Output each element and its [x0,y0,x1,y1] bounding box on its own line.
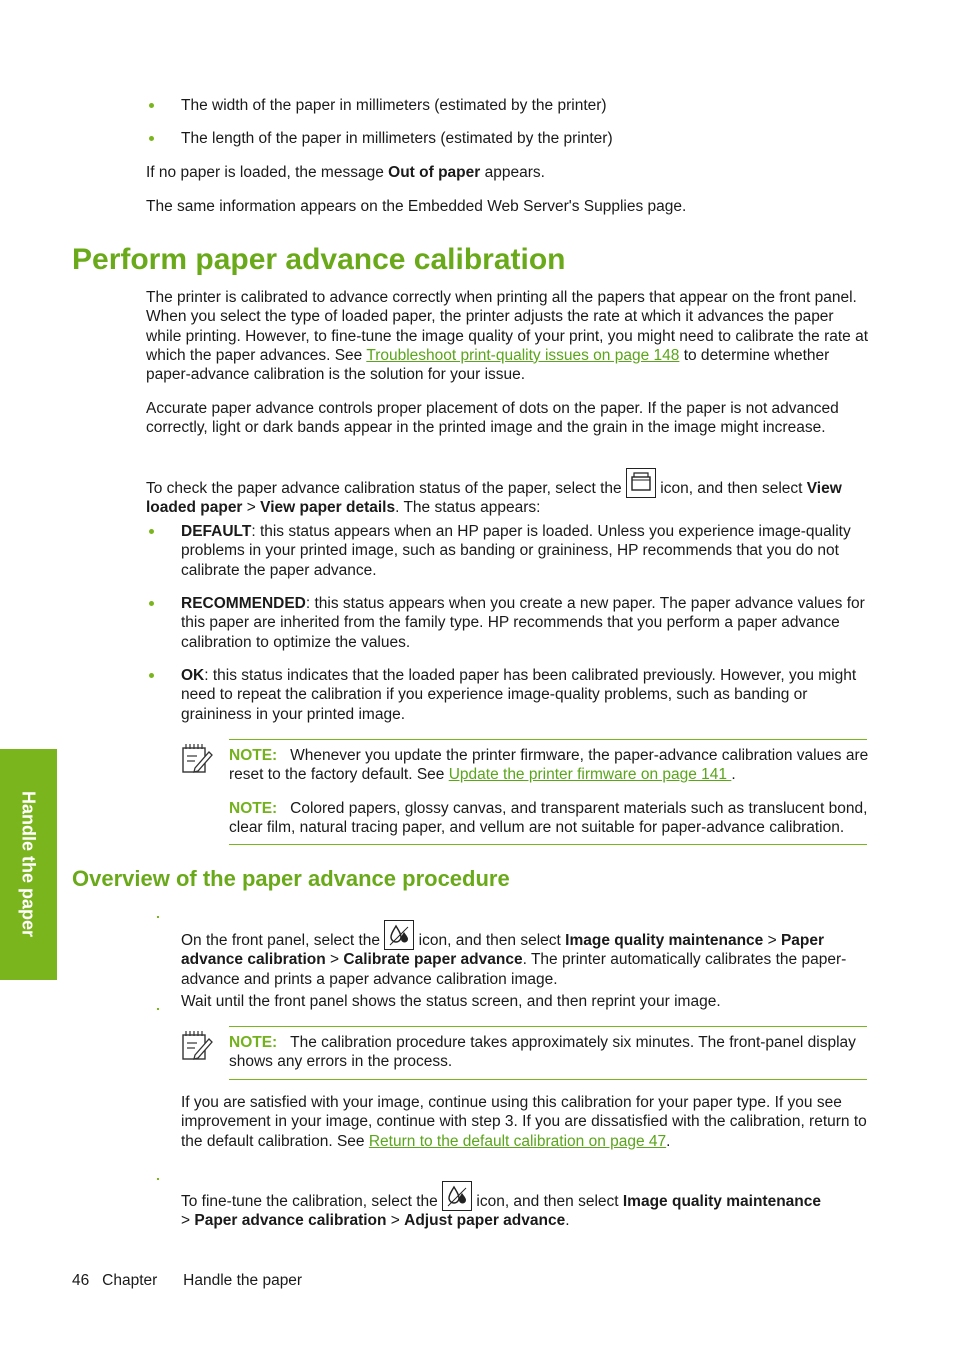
bullet-marker [149,529,154,534]
footer-title: Handle the paper [183,1272,303,1289]
text: > [386,1212,405,1230]
check-paragraph [146,468,871,518]
text: Colored papers, glossy canvas, and transparent materials such as translucent bond, clear film, natural tracing paper, and vellum are not suitable for paper-advance calibration. [229,800,868,837]
text: to determine whether paper-advance calibration is the solution for your issue. [146,346,830,384]
step1-paragraph [181,920,871,989]
note1-paragraph [229,746,869,785]
bold-text: Image quality maintenance [565,932,764,949]
no-paper-paragraph [146,163,871,182]
text: > [242,499,261,517]
text: Whenever you update the printer firmware, the paper-advance calibration values are reset to the factory default. See [229,747,869,784]
page-title: Perform paper advance calibration [72,243,566,276]
bold-text: Image quality maintenance [622,1193,821,1210]
troubleshoot-link[interactable]: Troubleshoot print-quality issues on page 148 [366,346,680,364]
text: : this status appears when you create a new paper. The paper advance values for this paper are inherited from the family type. HP recommends that you perform a paper advance calibration to optimize the values. [181,595,865,651]
text: appears. [480,164,545,181]
step-marker [157,1008,159,1010]
step-marker [157,1178,159,1180]
note-label: NOTE: [229,1034,278,1051]
note-top-rule [229,1026,867,1027]
text: icon, and then select [414,932,566,949]
text: If you are satisfied with your image, continue using this calibration for your paper type. If you see improvement in your image, continue with step 3. If you are dissatisfied with the calibration, return to the default calibration. See [181,1094,867,1150]
bold-text: View paper details [260,499,396,517]
text: . The printer automatically calibrates the paper-advance and prints a paper advance calibration image. [181,951,847,988]
text: . The status appears: [395,499,541,517]
note2-paragraph [229,799,869,838]
default-calibration-link[interactable]: Return to the default calibration on page 47 [368,1132,667,1150]
note-label: NOTE: [229,800,278,817]
text: > [325,951,344,969]
text: . [565,1212,570,1230]
bullet-marker [149,136,154,141]
chapter-side-tab [0,749,57,980]
text: > [763,932,781,949]
text: The calibration procedure takes approximately six minutes. The front-panel display shows any errors in the process. [229,1034,856,1071]
text: : this status appears when an HP paper is loaded. Unless you experience image-quality problems in your printed image, such as banding or graininess, HP recommends that you do not calibrate the paper advance. [181,523,851,579]
note3-paragraph [229,1033,869,1072]
text: If no paper is loaded, the message [146,164,389,181]
bold-text: Out of paper [388,164,481,181]
bullet-marker [149,601,154,606]
bold-text: Calibrate paper advance [343,951,523,969]
status-term: RECOMMENDED [181,595,306,612]
step-marker [157,916,159,918]
firmware-link[interactable]: Update the printer firmware on page 141 [448,766,732,784]
side-tab-label: Handle the paper [18,790,39,938]
bold-text: Paper advance calibration [194,1212,387,1230]
bullet-marker [149,103,154,108]
bullet-text: The length of the paper in millimeters (estimated by the printer) [181,130,613,147]
text: . [731,766,736,784]
text: : this status indicates that the loaded paper has been calibrated previously. However, you might need to repeat the calibration if you experience image-quality problems, such as banding or graininess in your printed image. [181,667,857,723]
note-pencil-icon [181,1029,213,1061]
ink-drops-icon [442,1181,472,1211]
note-top-rule [229,739,867,740]
bold-text: Paper advance calibration [181,932,825,969]
text: To fine-tune the calibration, select the [181,1193,443,1210]
text: On the front panel, select the [181,932,385,949]
note-bottom-rule [229,844,867,845]
status-ok [181,666,871,724]
satisfied-paragraph [181,1093,871,1151]
status-recommended [181,594,871,652]
step2-paragraph: Wait until the front panel shows the status screen, and then reprint your image. [181,993,721,1010]
section-heading: Overview of the paper advance procedure [72,866,510,891]
text: . [666,1132,671,1150]
note-pencil-icon [181,742,213,774]
text: The printer is calibrated to advance correctly when printing all the papers that appear on the front panel. When you select the type of loaded paper, the printer adjusts the rate at which it advances the paper while printing. However, to fine-tune the image quality of your print, you might need to calibrate the rate at which the paper advances. See [146,289,869,364]
footer-chapter: Chapter [102,1272,158,1289]
note-label: NOTE: [229,747,278,764]
bullet-text: The width of the paper in millimeters (estimated by the printer) [181,97,607,114]
ink-drops-icon [384,920,414,950]
intro-paragraph [146,288,871,384]
status-term: DEFAULT [181,523,252,540]
text: icon, and then select [655,480,807,497]
status-default [181,522,871,580]
text: icon, and then select [472,1193,623,1210]
page-number: 46 [72,1272,90,1289]
text: > [181,1212,195,1230]
footer [72,1271,472,1290]
text: To check the paper advance calibration status of the paper, select the [146,480,626,497]
paper-icon [626,468,656,498]
note-bottom-rule [229,1079,867,1080]
accurate-paragraph: Accurate paper advance controls proper placement of dots on the paper. If the paper is not advanced correctly, light or dark bands appear in the printed image and the grain in the image might increase. [146,400,839,437]
bold-text: Adjust paper advance [404,1212,566,1230]
bullet-marker [149,673,154,678]
step3-paragraph [181,1181,871,1231]
bold-text: View loaded paper [146,480,842,517]
same-info-paragraph: The same information appears on the Embedded Web Server's Supplies page. [146,198,687,215]
status-term: OK [181,667,205,684]
